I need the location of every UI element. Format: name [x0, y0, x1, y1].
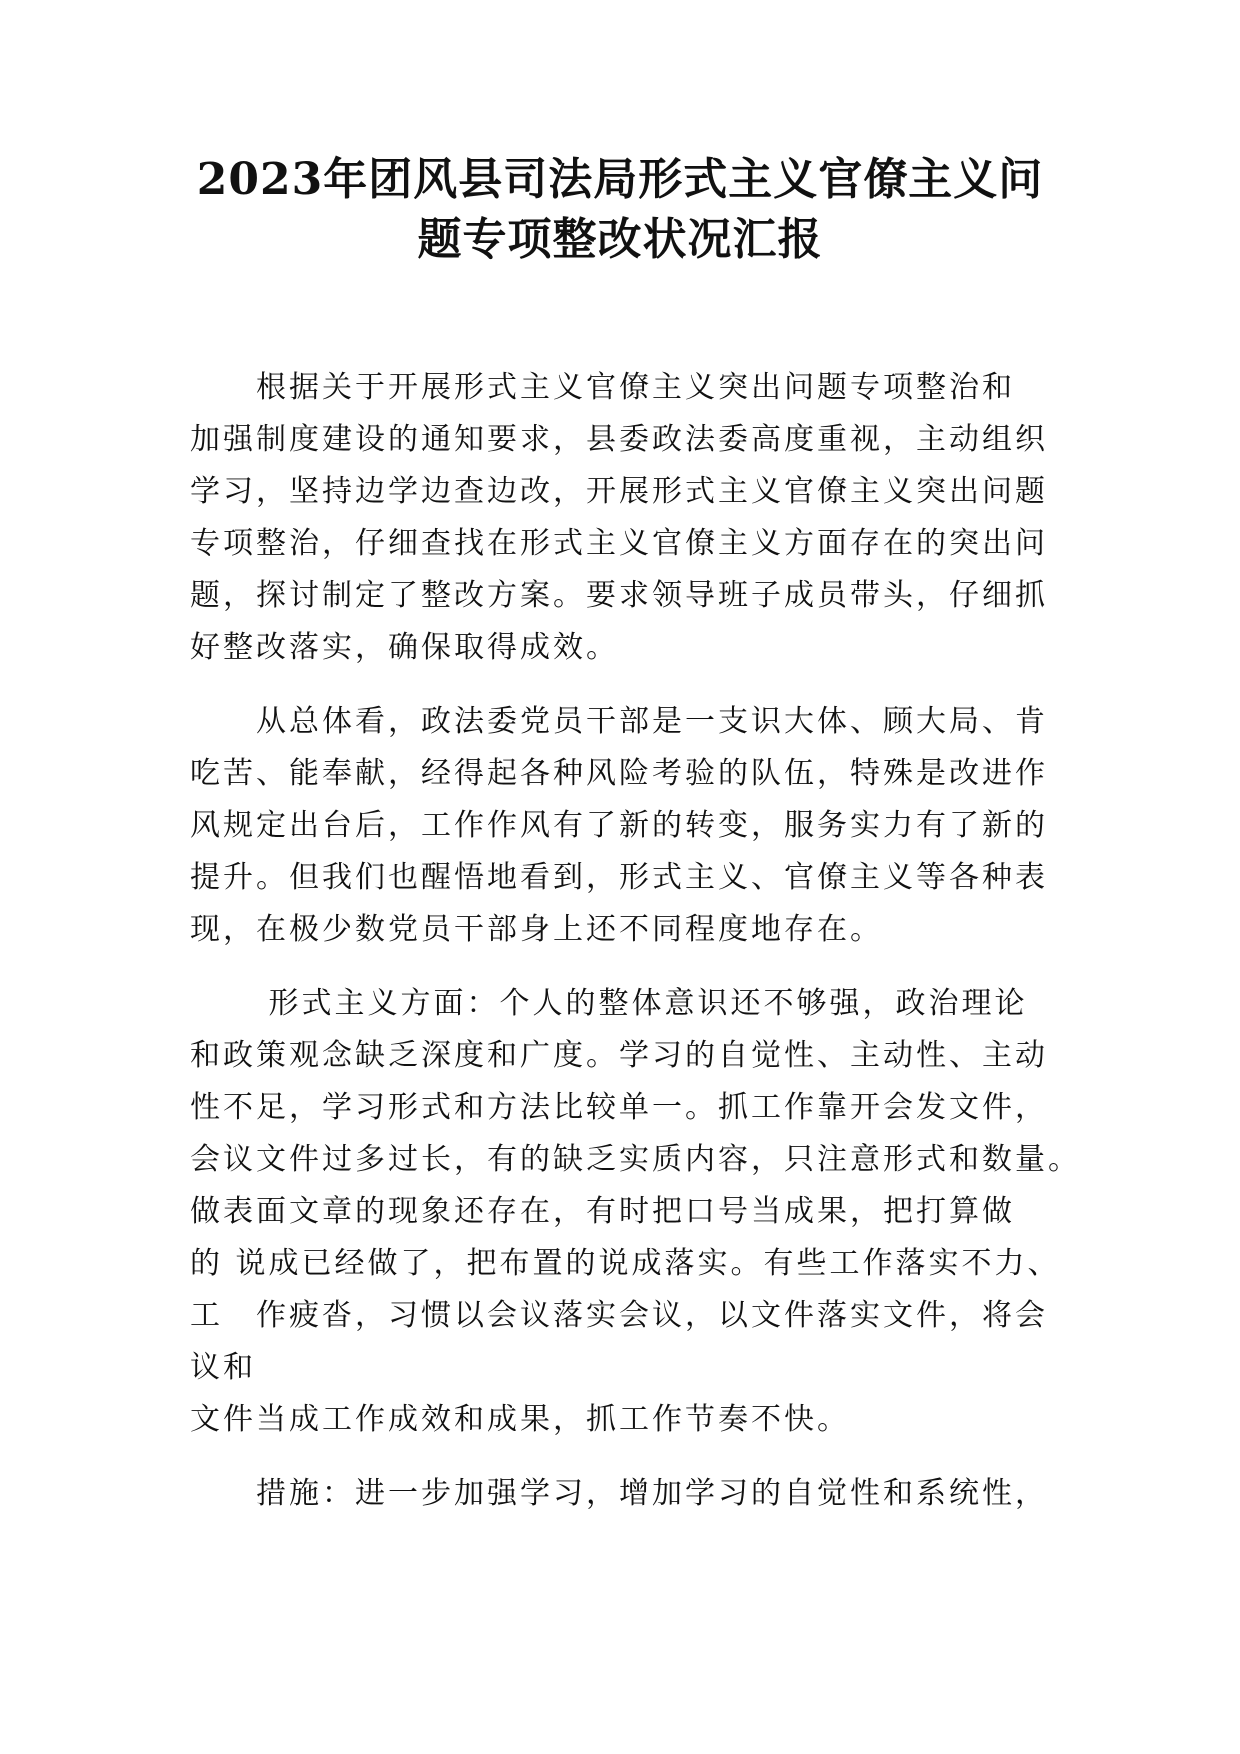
- title-line-1: 2023年团风县司法局形式主义官僚主义问: [196, 154, 1044, 205]
- paragraph-overview: [190, 696, 1090, 956]
- text-line: 和政策观念缺乏深度和广度。学习的自觉性、主动性、主动: [190, 1038, 1048, 1073]
- text-line: 工 作疲沓，习惯以会议落实会议，以文件落实文件，将会: [190, 1298, 1048, 1333]
- text-line: 风规定出台后，工作作风有了新的转变，服务实力有了新的: [190, 808, 1048, 843]
- text-line: 形式主义方面：个人的整体意识还不够强，政治理论: [190, 986, 1028, 1021]
- text-line: 好整改落实，确保取得成效。: [190, 630, 619, 665]
- text-line: 专项整治，仔细查找在形式主义官僚主义方面存在的突出问: [190, 526, 1048, 561]
- text-line: 从总体看，政法委党员干部是一支识大体、顾大局、肯: [190, 704, 1048, 739]
- text-line: 文件当成工作成效和成果，抓工作节奏不快。: [190, 1402, 850, 1437]
- text-line: 议和: [190, 1350, 256, 1385]
- text-line: 现，在极少数党员干部身上还不同程度地存在。: [190, 912, 883, 947]
- text-line: 题，探讨制定了整改方案。要求领导班子成员带头，仔细抓: [190, 578, 1048, 613]
- text-line: 加强制度建设的通知要求，县委政法委高度重视，主动组织: [190, 422, 1048, 457]
- document-title: [150, 150, 1090, 270]
- text-line: 学习，坚持边学边查边改，开展形式主义官僚主义突出问题: [190, 474, 1048, 509]
- document-body: [190, 362, 1090, 1542]
- text-line: 性不足，学习形式和方法比较单一。抓工作靠开会发文件，: [190, 1090, 1048, 1125]
- text-line: 的 说成已经做了，把布置的说成落实。有些工作落实不力、: [190, 1246, 1061, 1281]
- text-line: 做表面文章的现象还存在，有时把口号当成果，把打算做: [190, 1194, 1015, 1229]
- paragraph-measures: [190, 1468, 1090, 1520]
- text-line: 吃苦、能奉献，经得起各种风险考验的队伍，特殊是改进作: [190, 756, 1048, 791]
- text-line: 根据关于开展形式主义官僚主义突出问题专项整治和: [190, 370, 1015, 405]
- text-line: 措施：进一步加强学习，增加学习的自觉性和系统性，: [190, 1476, 1048, 1511]
- paragraph-formalism: [190, 978, 1090, 1446]
- title-line-2: 题专项整改状况汇报: [417, 214, 823, 265]
- text-line: 提升。但我们也醒悟地看到，形式主义、官僚主义等各种表: [190, 860, 1048, 895]
- text-line: 会议文件过多过长，有的缺乏实质内容，只注意形式和数量。: [190, 1142, 1081, 1177]
- paragraph-intro: [190, 362, 1090, 674]
